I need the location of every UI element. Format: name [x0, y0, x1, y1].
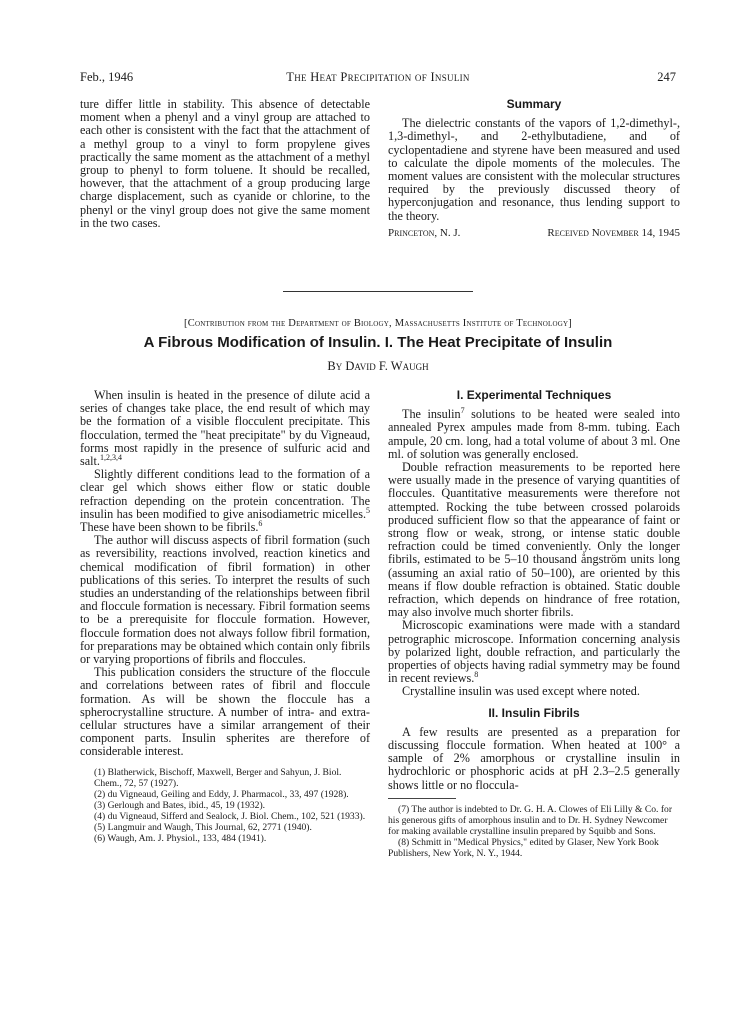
footnote-ref: 5 — [366, 505, 370, 515]
footnote: (4) du Vigneaud, Sifferd and Sealock, J. Biol. Chem., 102, 521 (1933). — [94, 810, 366, 822]
footnote-ref: 7 — [460, 406, 465, 416]
footnote: (7) The author is indebted to Dr. G. H. A. Clowes of Eli Lilly & Co. for his generous gifts of amorphous insulin and to Dr. H. Sydney Newcomer for making available crystalline insulin prepared by Squibb and Sons. — [388, 803, 673, 837]
footnote: (3) Gerlough and Bates, ibid., 45, 19 (1932). — [94, 799, 266, 811]
crystalline-note: Crystalline insulin was used except where noted. — [402, 684, 640, 699]
microscopy-paragraph: Microscopic examinations were made with a standard petrographic microscope. Information concerning analysis by polarized light, double refraction, and particularly the properties of objects having radial symmetry may be found in recent reviews.$^8$ — [388, 618, 680, 686]
running-title: The Heat Precipitation of Insulin — [286, 70, 470, 84]
section-heading-experimental: I. Experimental Techniques — [456, 388, 612, 402]
article-left-column — [80, 389, 370, 844]
page-number: 247 — [657, 70, 676, 84]
ampule-paragraph: The insulin$^7$ solutions to be heated were sealed into annealed Pyrex ampules made from 8-mm. tubing. Each ampule, 20 cm. long, had a total volume of about 3 ml. One ml. of solution was generally enclosed. — [388, 406, 680, 461]
intro-paragraph: When insulin is heated in the presence of dilute acid a series of changes take place, the end result of which may be the formation of a visible flocculent precipitate. This flocculation, termed the "heat precipitate" by du Vigneaud, forms most rapidly in the presence of sulfuric acid and salt.$^{1,2,3,4}$ — [80, 388, 370, 469]
issue-date: Feb., 1946 — [80, 70, 134, 84]
summary-heading: Summary — [506, 97, 562, 111]
article-right-column — [388, 389, 680, 859]
footnote-ref: 8 — [474, 670, 479, 680]
structure-paragraph: This publication considers the structure of the floccule and correlations between rates of fibril and floccule formation. As will be shown the floccule has a spherocrystalline structure. A number of intra- and extra-cellular structures have a similar arrangement of their component parts. Insulin spherites are therefore of considerable interest. — [80, 665, 370, 759]
author-byline: By David F. Waugh — [327, 359, 429, 373]
summary-text: The dielectric constants of the vapors of 1,2-dimethyl-, 1,3-dimethyl-, and 2-ethylbutadiene, and of cyclopentadiene and styrene have been measured and used to calculate the dipole moments of the molecules. The moment values are consistent with the molecular structures required by the previously discussed theory of hyperconjugation and resonance, thus lending support to the theory. — [388, 116, 680, 223]
footnote: (1) Blatherwick, Bischoff, Maxwell, Berger and Sahyun, J. Biol. Chem., 72, 57 (1927). — [94, 766, 342, 789]
footnote-ref: 1,2,3,4 — [99, 452, 122, 462]
footnote: (2) du Vigneaud, Geiling and Eddy, J. Pharmacol., 33, 497 (1928). — [94, 788, 349, 800]
article-title: A Fibrous Modification of Insulin. I. The Heat Precipitate of Insulin — [143, 334, 613, 351]
footnote: (6) Waugh, Am. J. Physiol., 133, 484 (1941). — [94, 832, 267, 844]
footnote-ref: 6 — [258, 518, 263, 528]
aspects-paragraph: The author will discuss aspects of fibril formation (such as reversibility, reactions involved, reaction kinetics and chemical modification of fibril formation) in other publications of this series. To interpret the results of such studies an understanding of the relationships between fibril and floccule formation is necessary. Fibril formation seems to be a prerequisite for floccule formation. However, floccule formation does not always follow fibril formation, for preparations may be obtained which contain only fibrils or varying proportions of fibrils and floccules. — [80, 533, 370, 667]
signature-place: Princeton, N. J. — [388, 226, 461, 239]
footnote-divider — [388, 798, 456, 799]
footnote: (8) Schmitt in "Medical Physics," edited by Glaser, New York Book Publishers, New York, N. Y., 1944. — [388, 836, 659, 859]
signature-line — [388, 227, 680, 240]
right-footnotes — [388, 804, 680, 859]
previous-article-paragraph: ture differ little in stability. This absence of detectable moment when a phenyl and a vinyl group are attached to each other is consistent with the fact that the attachment of a methyl group to a vinyl to form propylene gives practically the same moment as the attachment of a methyl group to phenyl to form toluene. It should be recalled, however, that the attachment of a group producing large charge displacement, such as cyanide or chlorine, to the phenyl or the vinyl group does not give the same moment in the two cases. — [80, 97, 370, 230]
received-date: Received November 14, 1945 — [547, 226, 680, 239]
double-refraction-paragraph: Double refraction measurements to be reported here were usually made in the presence of varying quantities of floccules. Quantitative measurements were therefore not attempted. Rocking the tube between crossed polaroids produced sufficient flow so that the appearance of faint or strong flow or weak, strong, or intense static double refraction could be timed conveniently. Only the longer fibrils, estimated to be 5–10 thousand ångström units long (assuming an axial ratio of 50–100), are oriented by this means if flow double refraction is obtained. Static double refraction, which depends on hindrance of free rotation, may also involve much shorter fibrils. — [388, 460, 680, 620]
left-footnotes — [80, 767, 370, 844]
section-divider — [283, 291, 473, 292]
running-header — [80, 70, 676, 86]
contribution-line: [Contribution from the Department of Biology, Massachusetts Institute of Technology] — [184, 318, 572, 329]
footnote: (5) Langmuir and Waugh, This Journal, 62, 2771 (1940). — [94, 821, 312, 833]
previous-article-tail — [80, 98, 370, 230]
section-heading-fibrils: II. Insulin Fibrils — [488, 705, 580, 720]
summary-section — [388, 98, 680, 240]
gel-paragraph: Slightly different conditions lead to the formation of a clear gel which shows either flow or static double refraction depending on the protein concentration. The insulin has been modified to give anisodiametric micelles.$^5$ These have been shown to be fibrils.$^6$ — [80, 467, 370, 535]
fibrils-paragraph: A few results are presented as a preparation for discussing floccule formation. When heated at 100° a sample of 2% amorphous or crystalline insulin in hydrochloric or phosphoric acids at pH 2.3–2.5 generally shows little or no floccula- — [388, 724, 680, 792]
